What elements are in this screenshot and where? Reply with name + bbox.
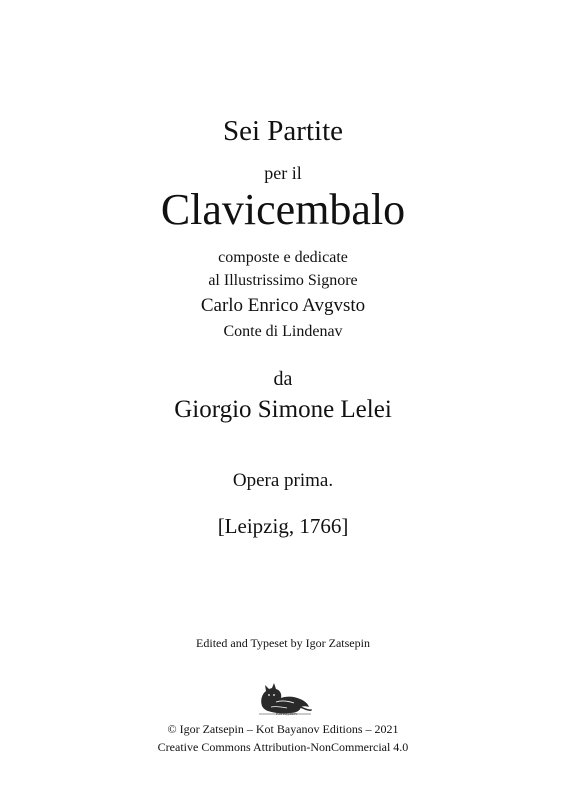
license-notice: Creative Commons Attribution-NonCommercial 4.0 <box>157 740 409 754</box>
composed-dedicated-text: composte e dedicate <box>218 249 348 266</box>
dedicatee-honorific: al Illustrissimo Signore <box>208 272 358 289</box>
instrument-title: Clavicembalo <box>160 185 406 234</box>
publication-place-date: [Leipzig, 1766] <box>217 514 349 538</box>
logo-caption: Kot Bayanov <box>276 711 298 716</box>
by-text: da <box>273 368 293 390</box>
composer-name: Giorgio Simone Lelei <box>174 396 392 423</box>
opus-number: Opera prima. <box>232 470 334 491</box>
work-title: Sei Partite <box>222 115 343 147</box>
dedicatee-name: Carlo Enrico Avgvsto <box>200 295 366 316</box>
dedicatee-title: Conte di Lindenav <box>223 323 343 340</box>
editor-credit: Edited and Typeset by Igor Zatsepin <box>196 636 370 650</box>
copyright-notice: © Igor Zatsepin – Kot Bayanov Editions – 2021 <box>167 722 399 736</box>
per-il-text: per il <box>264 163 302 183</box>
